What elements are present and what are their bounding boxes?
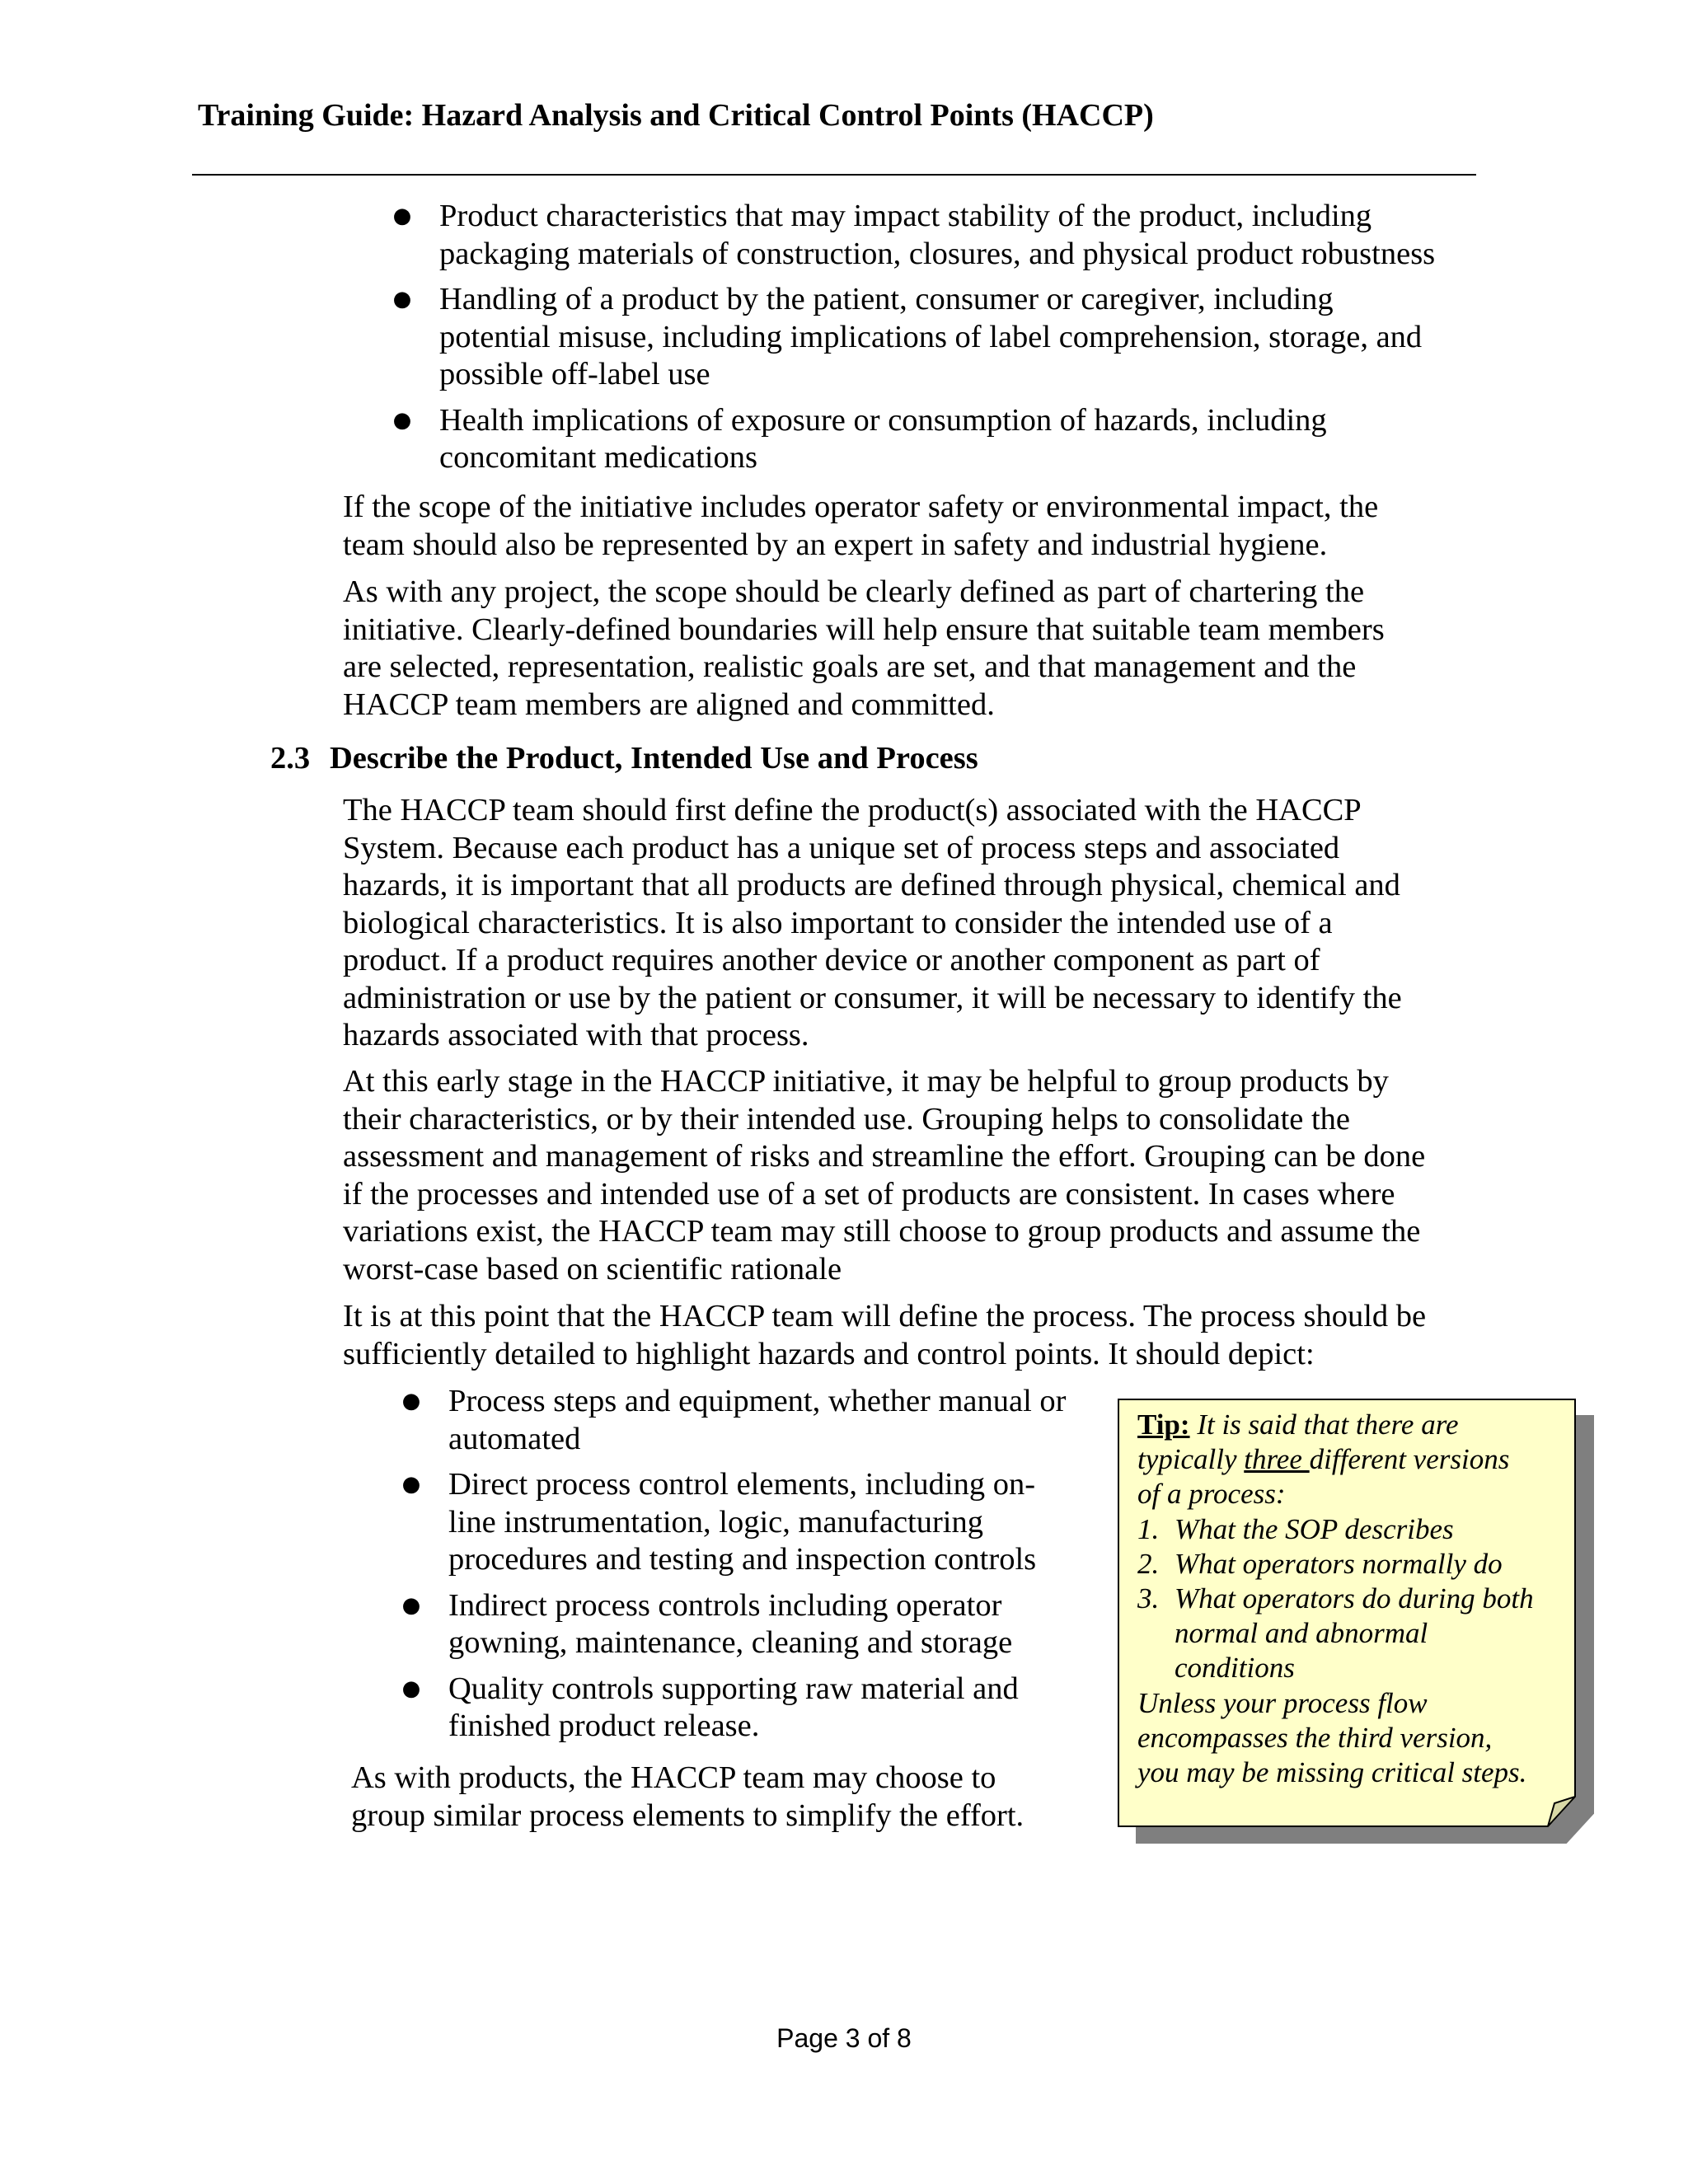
bullet-icon: ● [392, 407, 412, 433]
list-item-line: Handling of a product by the patient, consumer or caregiver, including [439, 282, 1334, 316]
bullet-list-top [392, 198, 1511, 477]
tip-intro-line [1137, 1442, 1566, 1477]
tip-item-text: What operators do during both [1175, 1582, 1534, 1615]
list-item-line: line instrumentation, logic, manufacturing [448, 1504, 983, 1540]
tip-intro-text: typically [1137, 1443, 1245, 1476]
tip-intro-line [1137, 1408, 1566, 1442]
paragraph-closing [351, 1760, 1024, 1835]
paragraph-line: worst-case based on scientific rationale [343, 1251, 842, 1286]
bullet-list-process [401, 1383, 1108, 1746]
list-item-line: potential misuse, including implications of label comprehension, storage, and [439, 319, 1423, 354]
list-item [401, 1466, 1108, 1579]
header-rule [192, 174, 1476, 176]
bullet-icon: ● [392, 204, 412, 228]
tip-item-number: 1. [1137, 1512, 1160, 1545]
paragraph-line: If the scope of the initiative includes operator safety or environmental impact, the [343, 490, 1379, 524]
list-item-line: Direct process control elements, including on- [448, 1467, 1036, 1502]
list-item-line: possible off-label use [439, 357, 710, 391]
paragraph-line: biological characteristics. It is also important to consider the intended use of a [343, 905, 1333, 940]
tip-list-item [1137, 1512, 1566, 1547]
paragraph-line: group similar process elements to simplify the effort. [351, 1797, 1025, 1833]
bullet-icon: ● [401, 1472, 421, 1497]
list-item [392, 198, 1511, 273]
paragraph-line: administration or use by the patient or consumer, it will be necessary to identify the [343, 980, 1402, 1015]
paragraph-line: HACCP team members are aligned and committed. [343, 687, 995, 722]
list-item-line: Process steps and equipment, whether manual or [448, 1384, 1067, 1418]
page-number: Page 3 of 8 [776, 2023, 912, 2053]
tip-list-item [1137, 1582, 1566, 1686]
tip-list-item [1137, 1547, 1566, 1582]
list-item [401, 1671, 1108, 1746]
paragraph-line: System. Because each product has a unique set of process steps and associated [343, 830, 1340, 865]
tip-intro-line: of a process: [1137, 1478, 1286, 1511]
paragraph-operator-safety [343, 489, 1378, 564]
paragraph-line: are selected, representation, realistic goals are set, and that management and the [343, 649, 1357, 684]
paragraph-line: initiative. Clearly-defined boundaries will help ensure that suitable team members [343, 612, 1385, 647]
tip-item-number: 3. [1137, 1582, 1160, 1615]
bullet-icon: ● [401, 1592, 421, 1618]
header-title: Training Guide: Hazard Analysis and Critical Control Points (HACCP) [198, 98, 1154, 133]
section-number: 2.3 [270, 741, 311, 776]
tip-list [1137, 1512, 1566, 1686]
paragraph-define-process [343, 1298, 1426, 1373]
paragraph-line: The HACCP team should first define the product(s) associated with the HACCP [343, 793, 1362, 827]
list-item [392, 281, 1511, 394]
list-item-line: Indirect process controls including operator [448, 1587, 1002, 1623]
tip-item-text: normal and abnormal [1175, 1617, 1428, 1650]
list-item-line: automated [448, 1421, 581, 1456]
paragraph-line: their characteristics, or by their intended use. Grouping helps to consolidate the [343, 1101, 1351, 1137]
list-item-line: packaging materials of construction, closures, and physical product robustness [439, 236, 1436, 271]
list-item-line: procedures and testing and inspection controls [448, 1542, 1037, 1577]
list-item-line: gowning, maintenance, cleaning and storage [448, 1625, 1013, 1660]
tip-item-text: What the SOP describes [1175, 1512, 1454, 1545]
paragraph-scope [343, 574, 1385, 724]
section-heading [270, 740, 978, 776]
tip-emphasis: three [1244, 1443, 1310, 1476]
paragraph-line: sufficiently detailed to highlight hazards and control points. It should depict: [343, 1336, 1315, 1371]
list-item-line: finished product release. [448, 1708, 760, 1743]
paragraph-line: It is at this point that the HACCP team will define the process. The process should be [343, 1299, 1427, 1333]
tip-outro-line: you may be missing critical steps. [1137, 1756, 1527, 1789]
tip-content [1137, 1408, 1566, 1790]
tip-item-number: 2. [1137, 1547, 1160, 1580]
tip-label: Tip: [1137, 1408, 1190, 1441]
tip-intro-text: It is said that there are [1189, 1408, 1459, 1441]
paragraph-define-product [343, 792, 1402, 1055]
section-title: Describe the Product, Intended Use and Process [330, 741, 978, 776]
bullet-icon: ● [401, 1389, 421, 1413]
tip-outro-line: Unless your process flow [1137, 1686, 1428, 1719]
paragraph-line: At this early stage in the HACCP initiative, it may be helpful to group products by [343, 1064, 1389, 1099]
paragraph-line: variations exist, the HACCP team may still choose to group products and assume the [343, 1214, 1421, 1249]
bullet-icon: ● [401, 1675, 421, 1701]
tip-outro-line: encompasses the third version, [1137, 1721, 1493, 1754]
paragraph-grouping [343, 1063, 1425, 1288]
list-item [401, 1587, 1108, 1662]
list-item-line: Product characteristics that may impact stability of the product, including [439, 199, 1372, 233]
tip-item-text: conditions [1175, 1652, 1295, 1685]
paragraph-line: if the processes and intended use of a set of products are consistent. In cases where [343, 1176, 1395, 1212]
bullet-icon: ● [392, 287, 412, 312]
paragraph-line: product. If a product requires another device or another component as part of [343, 943, 1320, 977]
paragraph-line: As with any project, the scope should be clearly defined as part of chartering the [343, 574, 1365, 609]
list-item-line: Quality controls supporting raw material and [448, 1671, 1019, 1706]
paragraph-line: team should also be represented by an expert in safety and industrial hygiene. [343, 527, 1328, 562]
paragraph-line: hazards, it is important that all products are defined through physical, chemical and [343, 868, 1400, 902]
list-item-line: concomitant medications [439, 440, 757, 475]
list-item [392, 402, 1511, 477]
list-item [401, 1383, 1108, 1458]
paragraph-line: hazards associated with that process. [343, 1018, 809, 1052]
tip-item-text: What operators normally do [1175, 1547, 1503, 1580]
paragraph-line: assessment and management of risks and streamline the effort. Grouping can be done [343, 1139, 1426, 1174]
list-item-line: Health implications of exposure or consumption of hazards, including [439, 402, 1327, 438]
paragraph-line: As with products, the HACCP team may choose to [351, 1760, 996, 1795]
tip-intro-text: different versions [1309, 1443, 1510, 1476]
